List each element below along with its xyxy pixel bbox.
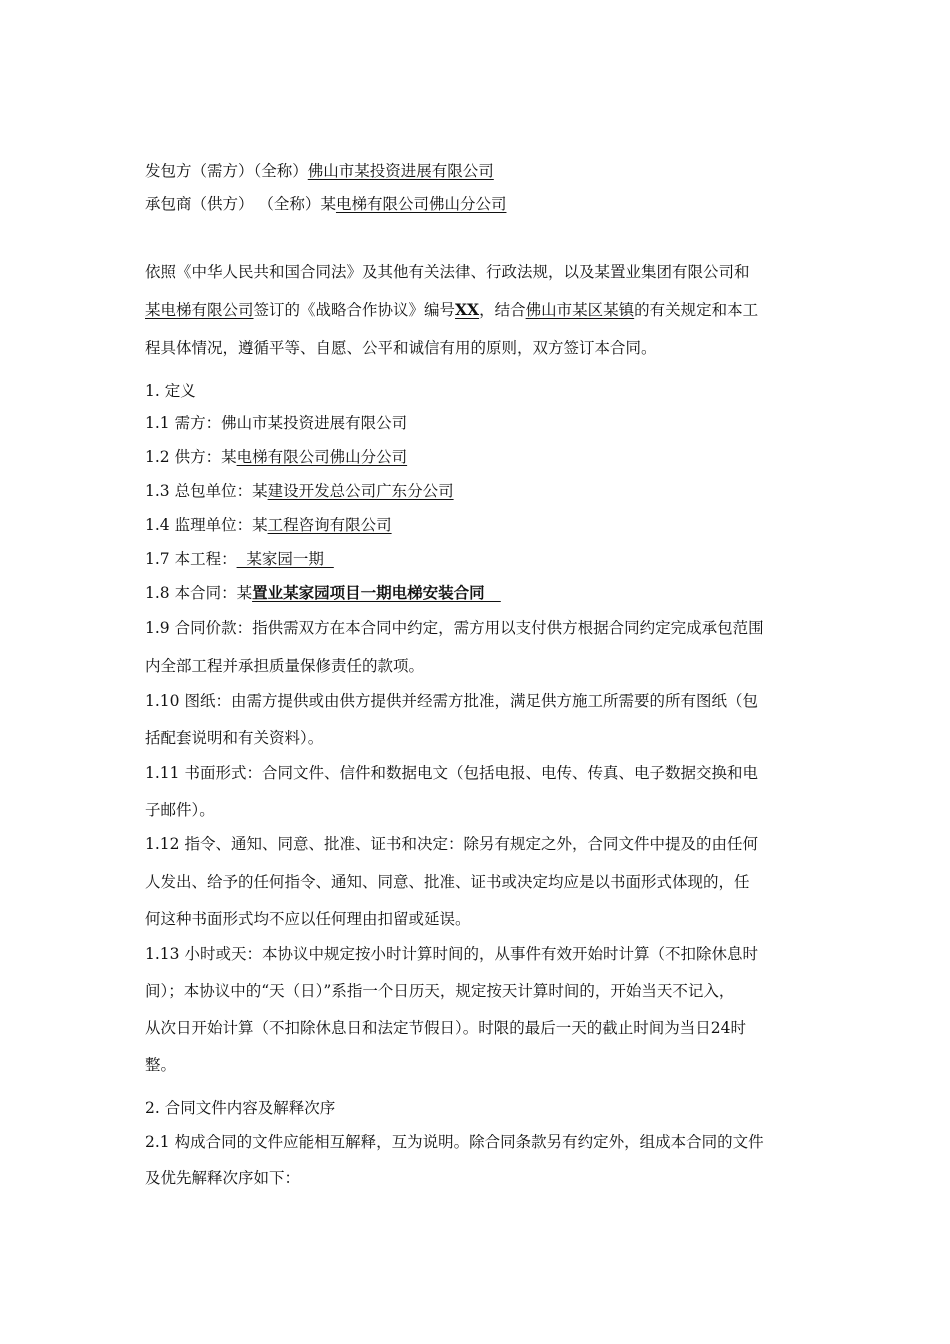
- definition-value: 电梯有限公司佛山分公司: [236, 448, 408, 466]
- preamble-text: ，结合: [479, 301, 526, 319]
- party-b-line: [145, 193, 506, 215]
- definition-1-11-line-1: 1.11 书面形式：合同文件、信件和数据电文（包括电报、电传、传真、电子数据交换和电: [145, 764, 758, 782]
- definition-1-7: [145, 548, 334, 570]
- clause-2-1-line-1: 2.1 构成合同的文件应能相互解释，互为说明。除合同条款另有约定外，组成本合同的文件: [145, 1133, 764, 1151]
- definition-1-11-line-2: 子邮件）。: [145, 801, 215, 819]
- definition-1-13-line-2: 间）；本协议中的“天（日）”系指一个日历天，规定按天计算时间的，开始当天不记入，: [145, 982, 735, 1000]
- party-a-name: 佛山市某投资进展有限公司: [307, 162, 494, 180]
- definition-1-10-line-2: 括配套说明和有关资料）。: [145, 729, 324, 747]
- definition-label: 1.8 本合同：某: [145, 584, 253, 602]
- definition-label: 1.7 本工程：: [145, 550, 237, 568]
- party-b-label: 承包商（供方） （全称）: [145, 195, 321, 213]
- definition-1-12-line-3: 何这种书面形式均不应以任何理由扣留或延误。: [145, 910, 471, 928]
- definition-1-2: [145, 446, 407, 468]
- definition-1-12-line-1: 1.12 指令、通知、同意、批准、证书和决定：除另有规定之外，合同文件中提及的由任何: [145, 835, 758, 853]
- definition-1-13-line-3: 从次日开始计算（不扣除休息日和法定节假日）。时限的最后一天的截止时间为当日24时: [145, 1019, 746, 1037]
- definition-1-3: [145, 480, 454, 502]
- definition-1-1: 1.1 需方：佛山市某投资进展有限公司: [145, 414, 408, 432]
- definition-value: 某家园一期: [236, 550, 334, 568]
- clause-2-1-line-2: 及优先解释次序如下：: [145, 1169, 301, 1187]
- preamble-text: 签订的《战略合作协议》编号: [253, 301, 456, 319]
- party-a-label: 发包方（需方）（全称）: [145, 162, 308, 180]
- definition-1-9-line-1: 1.9 合同价款：指供需双方在本合同中约定，需方用以支付供方根据合同约定完成承包范围: [145, 619, 764, 637]
- preamble-location: 佛山市某区某镇: [525, 301, 635, 319]
- section-2-title: 2. 合同文件内容及解释次序: [145, 1099, 336, 1117]
- definition-value: 建设开发总公司广东分公司: [267, 482, 454, 500]
- party-a-line: [145, 160, 494, 182]
- party-b-name: 电梯有限公司佛山分公司: [335, 195, 507, 213]
- preamble-line-3: 程具体情况，遵循平等、自愿、公平和诚信有用的原则，双方签订本合同。: [145, 339, 657, 357]
- definition-label: 1.4 监理单位：某: [145, 516, 268, 534]
- definition-1-8: [145, 582, 501, 604]
- definition-1-13-line-4: 整。: [145, 1056, 177, 1074]
- definition-1-10-line-1: 1.10 图纸：由需方提供或由供方提供并经需方批准，满足供方施工所需要的所有图纸（包: [145, 692, 758, 710]
- agreement-number: XX: [455, 300, 480, 319]
- definition-1-13-line-1: 1.13 小时或天：本协议中规定按小时计算时间的，从事件有效开始时计算（不扣除休息时: [145, 945, 758, 963]
- definition-1-9-line-2: 内全部工程并承担质量保修责任的款项。: [145, 657, 425, 675]
- preamble-company: 某电梯有限公司: [145, 301, 254, 319]
- preamble-line-1: 依照《中华人民共和国合同法》及其他有关法律、行政法规，以及某置业集团有限公司和: [145, 263, 750, 281]
- definition-label: 1.3 总包单位：某: [145, 482, 268, 500]
- preamble-text: 的有关规定和本工: [634, 301, 759, 319]
- preamble-line-2: [145, 299, 758, 321]
- section-1-title: 1. 定义: [145, 382, 196, 400]
- definition-value: 置业某家园项目一期电梯安装合同: [252, 583, 501, 602]
- definition-1-4: [145, 514, 392, 536]
- definition-1-12-line-2: 人发出、给予的任何指令、通知、同意、批准、证书或决定均应是以书面形式体现的，任: [145, 873, 750, 891]
- definition-value: 工程咨询有限公司: [267, 516, 392, 534]
- party-b-prefix: 某: [320, 195, 336, 213]
- definition-label: 1.2 供方：某: [145, 448, 237, 466]
